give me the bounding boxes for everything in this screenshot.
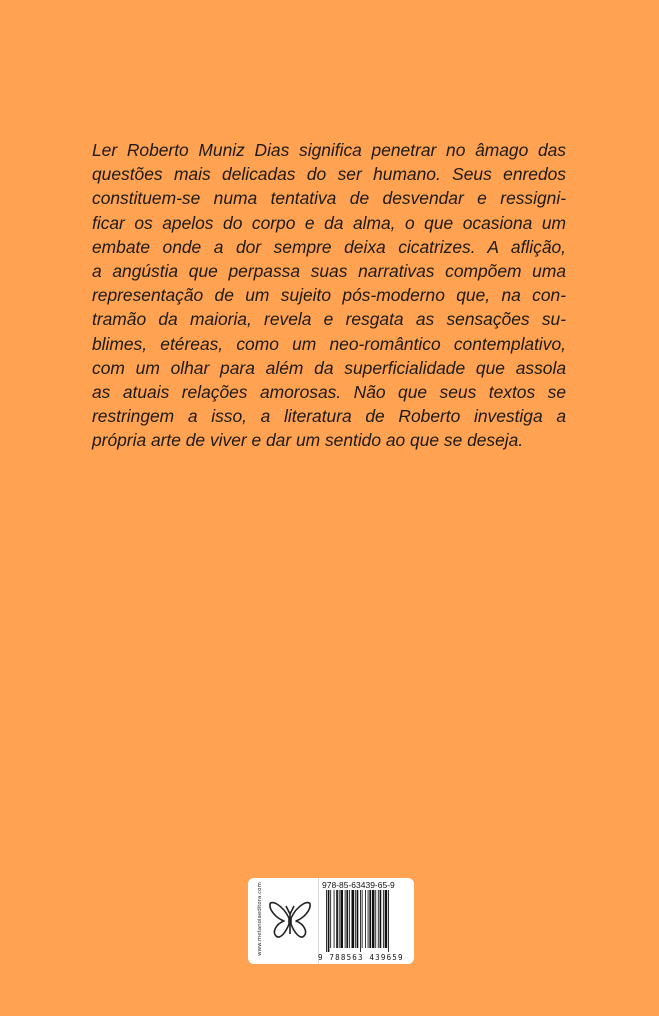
barcode-bars: [326, 890, 410, 952]
blurb-line: constituem-se numa tentativa de desvendar e ressigni-: [92, 188, 566, 209]
barcode-bar: [388, 890, 389, 952]
barcode-bar: [330, 890, 331, 948]
barcode-bar: [352, 890, 355, 948]
blurb-line: própria arte de viver e dar um sentido ao que se deseja.: [92, 430, 524, 451]
publisher-logo-panel: [248, 878, 319, 964]
blurb-line: representação de um sujeito pós-moderno que, na con-: [92, 285, 566, 306]
barcode-bar: [383, 890, 384, 948]
barcode-bar: [357, 890, 359, 948]
barcode-bar: [340, 890, 343, 948]
blurb-line: a angústia que perpassa suas narrativas compõem uma: [92, 261, 566, 282]
barcode-bar: [328, 890, 330, 952]
barcode-bar: [385, 890, 388, 948]
blurb-line: restringem a isso, a literatura de Roberto investiga a: [92, 406, 566, 427]
barcode-bar: [345, 890, 346, 948]
barcode-bar: [339, 890, 340, 948]
barcode-bar: [368, 890, 369, 948]
blurb-line: embate onde a dor sempre deixa cicatrizes. A aflição,: [92, 236, 566, 257]
back-cover-blurb: [92, 138, 566, 453]
blurb-line: Ler Roberto Muniz Dias significa penetrar no âmago das: [92, 140, 566, 160]
barcode-bar: [326, 890, 327, 952]
blurb-line: ficar os apelos do corpo e da alma, o que ocasiona um: [92, 212, 566, 233]
barcode-bar: [378, 890, 379, 948]
barcode-bar: [372, 890, 375, 948]
barcode-bar: [346, 890, 348, 948]
barcode-bar: [365, 890, 366, 948]
isbn-number: 978-85-63439-65-9: [322, 880, 395, 890]
blurb-line: as atuais relações amorosas. Não que seus textos se: [92, 382, 566, 403]
barcode-bar: [360, 890, 361, 952]
blurb-line: tramão da maioria, revela e resgata as sensações su-: [92, 309, 566, 330]
barcode-bar: [334, 890, 335, 948]
blurb-line: blimes, etéreas, como um neo-romântico contemplativo,: [92, 333, 566, 354]
publisher-url: www.metanoiaeditora.com: [257, 882, 263, 956]
barcode-bar: [375, 890, 376, 948]
blurb-line: com um olhar para além da superficialidade que assola: [92, 357, 566, 378]
butterfly-icon: [268, 894, 312, 946]
barcode-bar: [349, 890, 350, 948]
barcode-bar: [380, 890, 382, 948]
isbn-barcode-label: [248, 878, 414, 964]
blurb-line: questões mais delicadas do ser humano. Seus enredos: [92, 164, 566, 185]
barcode-bar: [362, 890, 363, 948]
barcode-bar: [336, 890, 338, 948]
barcode-bar: [355, 890, 356, 948]
barcode-digits: 9 788563 439659: [318, 953, 404, 962]
barcode-bar: [369, 890, 371, 948]
